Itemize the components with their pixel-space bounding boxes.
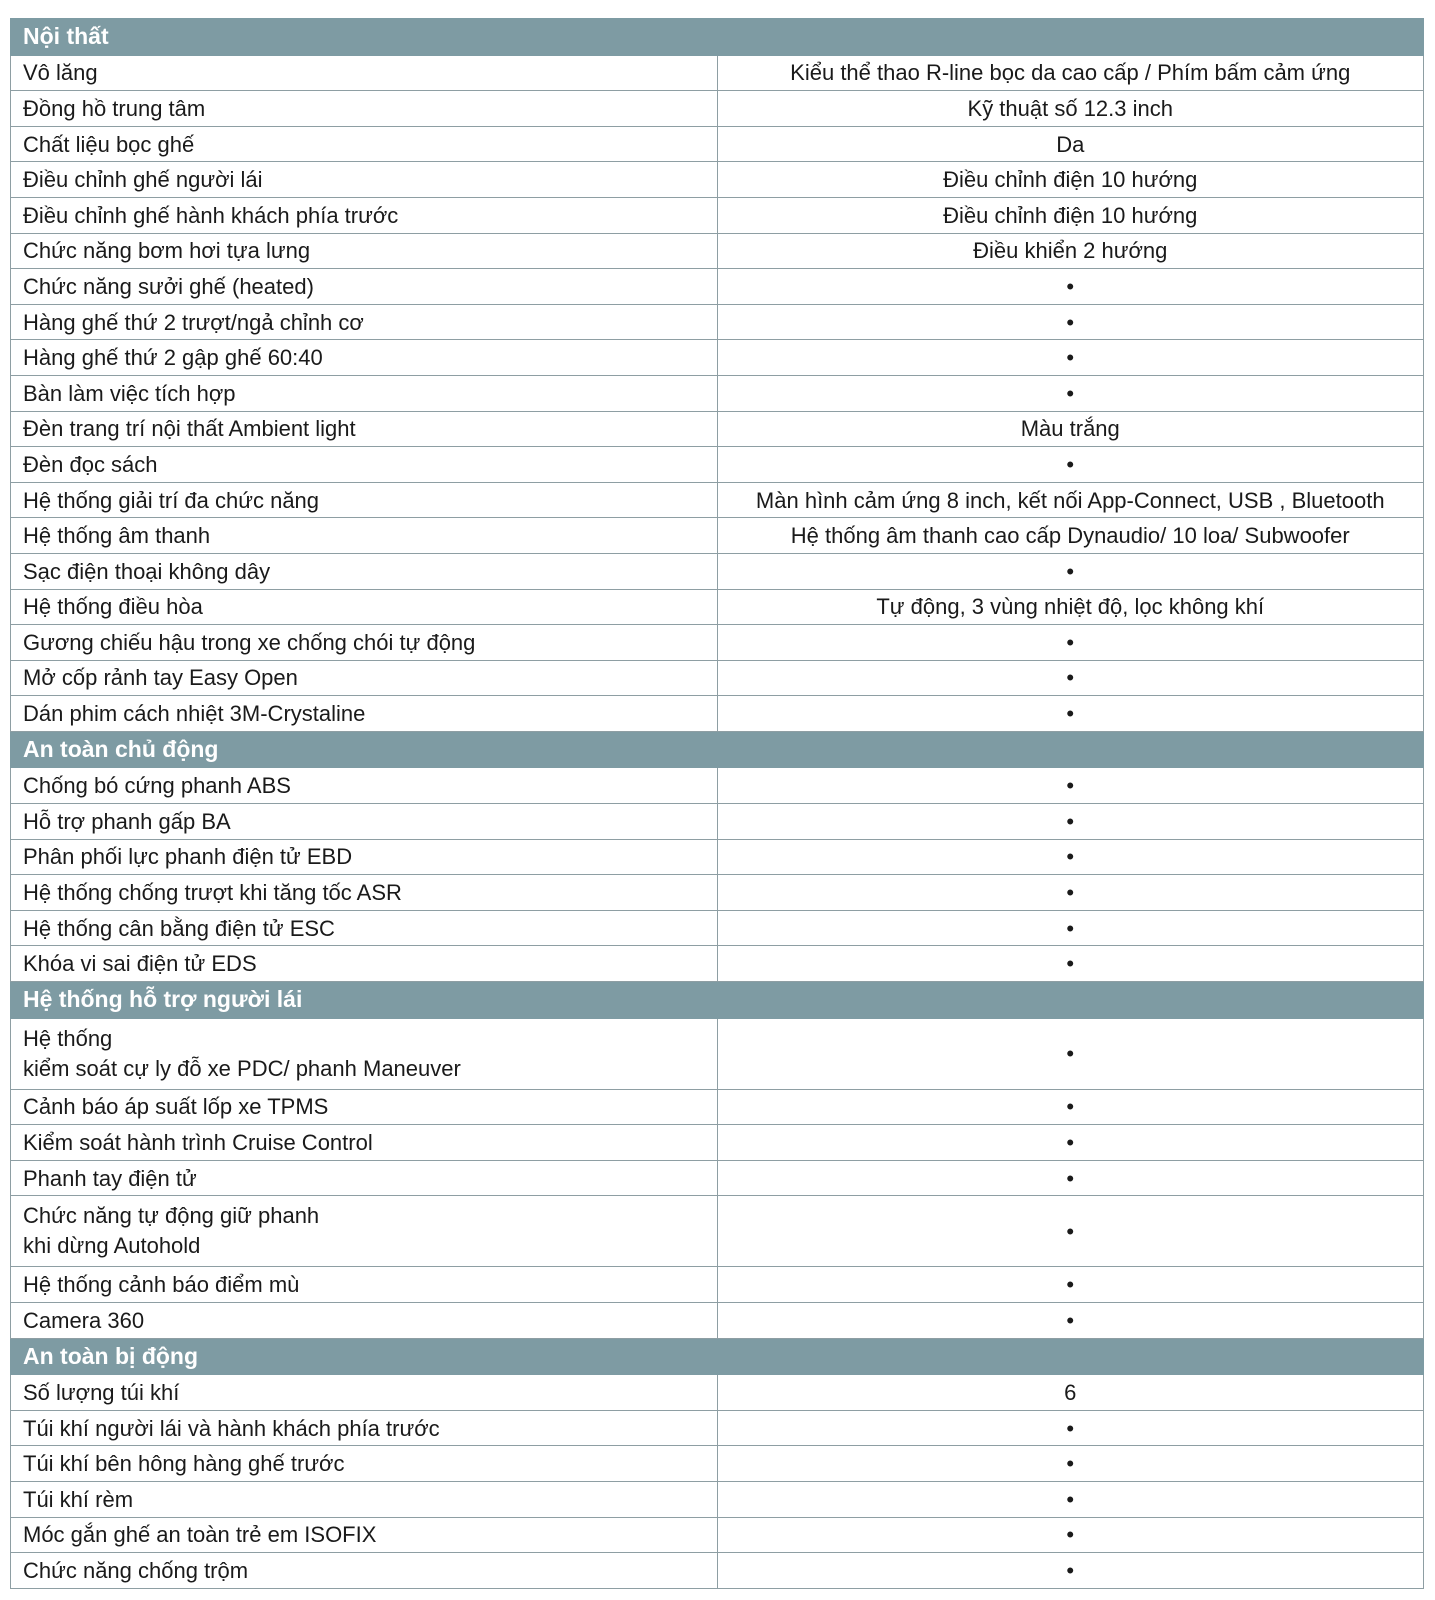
section-header-row bbox=[11, 982, 1424, 1019]
spec-row bbox=[11, 91, 1424, 127]
spec-value-bullet: • bbox=[717, 1410, 1424, 1446]
spec-row bbox=[11, 1089, 1424, 1125]
spec-row bbox=[11, 1160, 1424, 1196]
spec-value-bullet: • bbox=[717, 1018, 1424, 1089]
spec-value: Da bbox=[717, 126, 1424, 162]
spec-value: Kỹ thuật số 12.3 inch bbox=[717, 91, 1424, 127]
spec-label: Điều chỉnh ghế hành khách phía trước bbox=[11, 197, 718, 233]
spec-row bbox=[11, 447, 1424, 483]
spec-value-bullet: • bbox=[717, 1267, 1424, 1303]
spec-value: Kiểu thể thao R-line bọc da cao cấp / Phím bấm cảm ứng bbox=[717, 55, 1424, 91]
spec-value: Điều chỉnh điện 10 hướng bbox=[717, 162, 1424, 198]
section-header-row bbox=[11, 19, 1424, 56]
section-title: An toàn chủ động bbox=[11, 731, 1424, 768]
spec-label: Túi khí người lái và hành khách phía trước bbox=[11, 1410, 718, 1446]
spec-value-bullet: • bbox=[717, 1089, 1424, 1125]
spec-label: Mở cốp rảnh tay Easy Open bbox=[11, 660, 718, 696]
spec-row bbox=[11, 518, 1424, 554]
spec-value-bullet: • bbox=[717, 839, 1424, 875]
spec-row bbox=[11, 875, 1424, 911]
spec-value: Điều chỉnh điện 10 hướng bbox=[717, 197, 1424, 233]
spec-row bbox=[11, 1410, 1424, 1446]
spec-row bbox=[11, 375, 1424, 411]
spec-label: Hàng ghế thứ 2 trượt/ngả chỉnh cơ bbox=[11, 304, 718, 340]
spec-row bbox=[11, 1553, 1424, 1589]
spec-row bbox=[11, 1267, 1424, 1303]
spec-row bbox=[11, 1481, 1424, 1517]
spec-label: Túi khí rèm bbox=[11, 1481, 718, 1517]
spec-label: Phanh tay điện tử bbox=[11, 1160, 718, 1196]
spec-value-bullet: • bbox=[717, 875, 1424, 911]
spec-label: Khóa vi sai điện tử EDS bbox=[11, 946, 718, 982]
spec-label: Phân phối lực phanh điện tử EBD bbox=[11, 839, 718, 875]
spec-value-bullet: • bbox=[717, 1303, 1424, 1339]
spec-value-bullet: • bbox=[717, 946, 1424, 982]
spec-row bbox=[11, 1303, 1424, 1339]
spec-value-bullet: • bbox=[717, 696, 1424, 732]
section-title: An toàn bị động bbox=[11, 1338, 1424, 1375]
section-header-row bbox=[11, 731, 1424, 768]
spec-value-bullet: • bbox=[717, 1446, 1424, 1482]
spec-label: Chống bó cứng phanh ABS bbox=[11, 768, 718, 804]
spec-row bbox=[11, 162, 1424, 198]
spec-label: Hệ thống âm thanh bbox=[11, 518, 718, 554]
spec-row bbox=[11, 804, 1424, 840]
spec-label: Camera 360 bbox=[11, 1303, 718, 1339]
spec-value-bullet: • bbox=[717, 1481, 1424, 1517]
spec-row bbox=[11, 126, 1424, 162]
spec-label: Hàng ghế thứ 2 gập ghế 60:40 bbox=[11, 340, 718, 376]
spec-row bbox=[11, 768, 1424, 804]
spec-label: Số lượng túi khí bbox=[11, 1375, 718, 1411]
spec-value-bullet: • bbox=[717, 1517, 1424, 1553]
spec-label: Cảnh báo áp suất lốp xe TPMS bbox=[11, 1089, 718, 1125]
spec-label: Chất liệu bọc ghế bbox=[11, 126, 718, 162]
spec-label: Vô lăng bbox=[11, 55, 718, 91]
spec-row bbox=[11, 1196, 1424, 1267]
spec-value: Hệ thống âm thanh cao cấp Dynaudio/ 10 loa/ Subwoofer bbox=[717, 518, 1424, 554]
spec-row bbox=[11, 411, 1424, 447]
spec-value-bullet: • bbox=[717, 1553, 1424, 1589]
spec-row bbox=[11, 589, 1424, 625]
spec-value-bullet: • bbox=[717, 1125, 1424, 1161]
spec-label: Kiểm soát hành trình Cruise Control bbox=[11, 1125, 718, 1161]
spec-label: Bàn làm việc tích hợp bbox=[11, 375, 718, 411]
spec-value: Màu trắng bbox=[717, 411, 1424, 447]
section-header-row bbox=[11, 1338, 1424, 1375]
spec-label: Đồng hồ trung tâm bbox=[11, 91, 718, 127]
spec-value-bullet: • bbox=[717, 375, 1424, 411]
spec-table bbox=[10, 18, 1424, 1589]
spec-row bbox=[11, 197, 1424, 233]
spec-row bbox=[11, 696, 1424, 732]
spec-value-bullet: • bbox=[717, 1160, 1424, 1196]
spec-value-bullet: • bbox=[717, 1196, 1424, 1267]
spec-value-bullet: • bbox=[717, 553, 1424, 589]
spec-label: Móc gắn ghế an toàn trẻ em ISOFIX bbox=[11, 1517, 718, 1553]
spec-value-bullet: • bbox=[717, 625, 1424, 661]
spec-row bbox=[11, 304, 1424, 340]
spec-row bbox=[11, 233, 1424, 269]
spec-value: Tự động, 3 vùng nhiệt độ, lọc không khí bbox=[717, 589, 1424, 625]
spec-row bbox=[11, 55, 1424, 91]
spec-row bbox=[11, 839, 1424, 875]
spec-label: Chức năng chống trộm bbox=[11, 1553, 718, 1589]
section-title: Nội thất bbox=[11, 19, 1424, 56]
spec-label: Hệ thống cảnh báo điểm mù bbox=[11, 1267, 718, 1303]
spec-row bbox=[11, 660, 1424, 696]
spec-value-bullet: • bbox=[717, 768, 1424, 804]
spec-value-bullet: • bbox=[717, 660, 1424, 696]
spec-label: Hệ thống điều hòa bbox=[11, 589, 718, 625]
spec-value-bullet: • bbox=[717, 340, 1424, 376]
spec-value-bullet: • bbox=[717, 804, 1424, 840]
spec-row bbox=[11, 910, 1424, 946]
spec-row bbox=[11, 625, 1424, 661]
spec-row bbox=[11, 340, 1424, 376]
spec-table-body bbox=[11, 19, 1424, 1589]
spec-label: Gương chiếu hậu trong xe chống chói tự động bbox=[11, 625, 718, 661]
spec-label: Túi khí bên hông hàng ghế trước bbox=[11, 1446, 718, 1482]
spec-row bbox=[11, 1018, 1424, 1089]
spec-label: Dán phim cách nhiệt 3M-Crystaline bbox=[11, 696, 718, 732]
spec-label: Hệ thống chống trượt khi tăng tốc ASR bbox=[11, 875, 718, 911]
spec-label: Hệ thống kiểm soát cự ly đỗ xe PDC/ phanh Maneuver bbox=[11, 1018, 718, 1089]
spec-label: Đèn trang trí nội thất Ambient light bbox=[11, 411, 718, 447]
spec-row bbox=[11, 1125, 1424, 1161]
spec-row bbox=[11, 1517, 1424, 1553]
spec-value: Màn hình cảm ứng 8 inch, kết nối App-Connect, USB , Bluetooth bbox=[717, 482, 1424, 518]
spec-value-bullet: • bbox=[717, 304, 1424, 340]
spec-row bbox=[11, 482, 1424, 518]
spec-label: Điều chỉnh ghế người lái bbox=[11, 162, 718, 198]
spec-value-bullet: • bbox=[717, 447, 1424, 483]
spec-row bbox=[11, 1446, 1424, 1482]
spec-value-bullet: • bbox=[717, 269, 1424, 305]
spec-label: Đèn đọc sách bbox=[11, 447, 718, 483]
section-title: Hệ thống hỗ trợ người lái bbox=[11, 982, 1424, 1019]
spec-value: 6 bbox=[717, 1375, 1424, 1411]
spec-row bbox=[11, 946, 1424, 982]
spec-label: Hệ thống cân bằng điện tử ESC bbox=[11, 910, 718, 946]
spec-value-bullet: • bbox=[717, 910, 1424, 946]
spec-label: Chức năng bơm hơi tựa lưng bbox=[11, 233, 718, 269]
spec-label: Hệ thống giải trí đa chức năng bbox=[11, 482, 718, 518]
spec-label: Hỗ trợ phanh gấp BA bbox=[11, 804, 718, 840]
spec-label: Sạc điện thoại không dây bbox=[11, 553, 718, 589]
spec-label: Chức năng sưởi ghế (heated) bbox=[11, 269, 718, 305]
spec-label: Chức năng tự động giữ phanh khi dừng Autohold bbox=[11, 1196, 718, 1267]
spec-row bbox=[11, 1375, 1424, 1411]
spec-row bbox=[11, 269, 1424, 305]
spec-value: Điều khiển 2 hướng bbox=[717, 233, 1424, 269]
spec-row bbox=[11, 553, 1424, 589]
